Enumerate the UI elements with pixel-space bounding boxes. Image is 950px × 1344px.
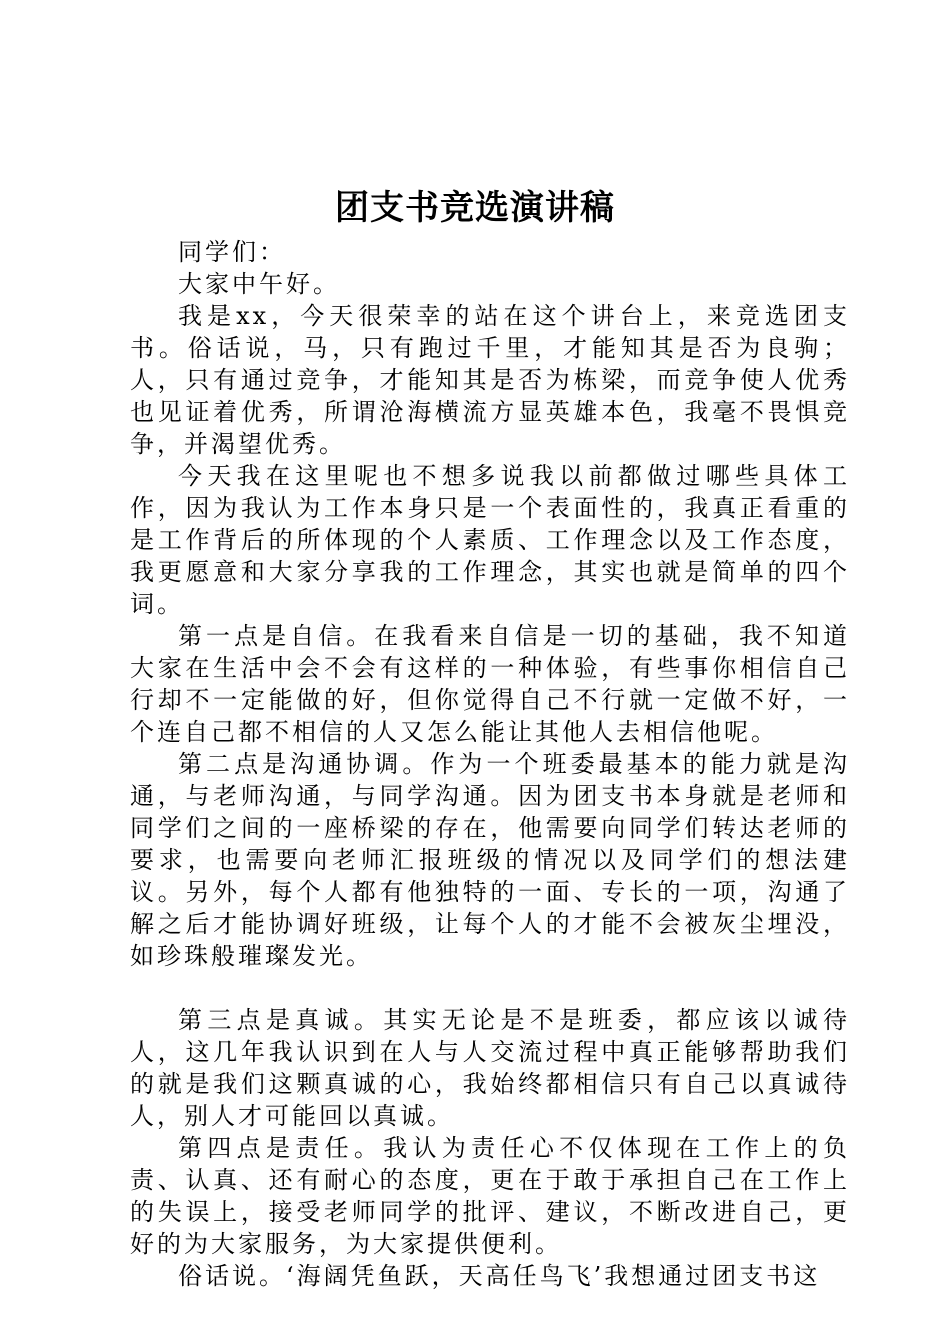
paragraph-greeting: 同学们： bbox=[178, 238, 286, 266]
paragraph-point-sincerity: 第三点是真诚。其实无论是不是班委，都应该以诚待人，这几年我认识到在人与人交流过程中真正能够帮助我们的就是我们这颗真诚的心，我始终都相信只有自己以真诚待人，别人才可能回以真诚。 bbox=[130, 1006, 850, 1130]
paragraph-introduction: 我是xx，今天很荣幸的站在这个讲台上，来竞选团支书。俗话说，马，只有跑过千里，才能知其是否为良驹；人，只有通过竞争，才能知其是否为栋梁，而竞争使人优秀也见证着优秀，所谓沧海横流方显英雄本色，我毫不畏惧竞争，并渴望优秀。 bbox=[130, 302, 850, 458]
paragraph-point-responsibility: 第四点是责任。我认为责任心不仅体现在工作上的负责、认真、还有耐心的态度，更在于敢于承担自己在工作上的失误上，接受老师同学的批评、建议，不断改进自己，更好的为大家服务，为大家提供便利。 bbox=[130, 1134, 850, 1258]
paragraph-closing: 俗话说。‘海阔凭鱼跃，天高任鸟飞’我想通过团支书这 bbox=[178, 1262, 821, 1290]
document-body bbox=[130, 236, 850, 1292]
paragraph-point-communication: 第二点是沟通协调。作为一个班委最基本的能力就是沟通，与老师沟通，与同学沟通。因为团支书本身就是老师和同学们之间的一座桥梁的存在，他需要向同学们转达老师的要求，也需要向老师汇报班级的情况以及同学们的想法建议。另外，每个人都有他独特的一面、专长的一项，沟通了解之后才能协调好班级，让每个人的才能不会被灰尘埋没，如珍珠般璀璨发光。 bbox=[130, 750, 850, 970]
paragraph-point-confidence: 第一点是自信。在我看来自信是一切的基础，我不知道大家在生活中会不会有这样的一种体验，有些事你相信自己行却不一定能做的好，但你觉得自己不行就一定做不好，一个连自己都不相信的人又怎么能让其他人去相信他呢。 bbox=[130, 622, 850, 746]
paragraph-work-philosophy: 今天我在这里呢也不想多说我以前都做过哪些具体工作，因为我认为工作本身只是一个表面性的，我真正看重的是工作背后的所体现的个人素质、工作理念以及工作态度，我更愿意和大家分享我的工作理念，其实也就是简单的四个词。 bbox=[130, 462, 850, 618]
paragraph-salutation: 大家中午好。 bbox=[178, 270, 340, 298]
document-title: 团支书竞选演讲稿 bbox=[335, 188, 615, 228]
